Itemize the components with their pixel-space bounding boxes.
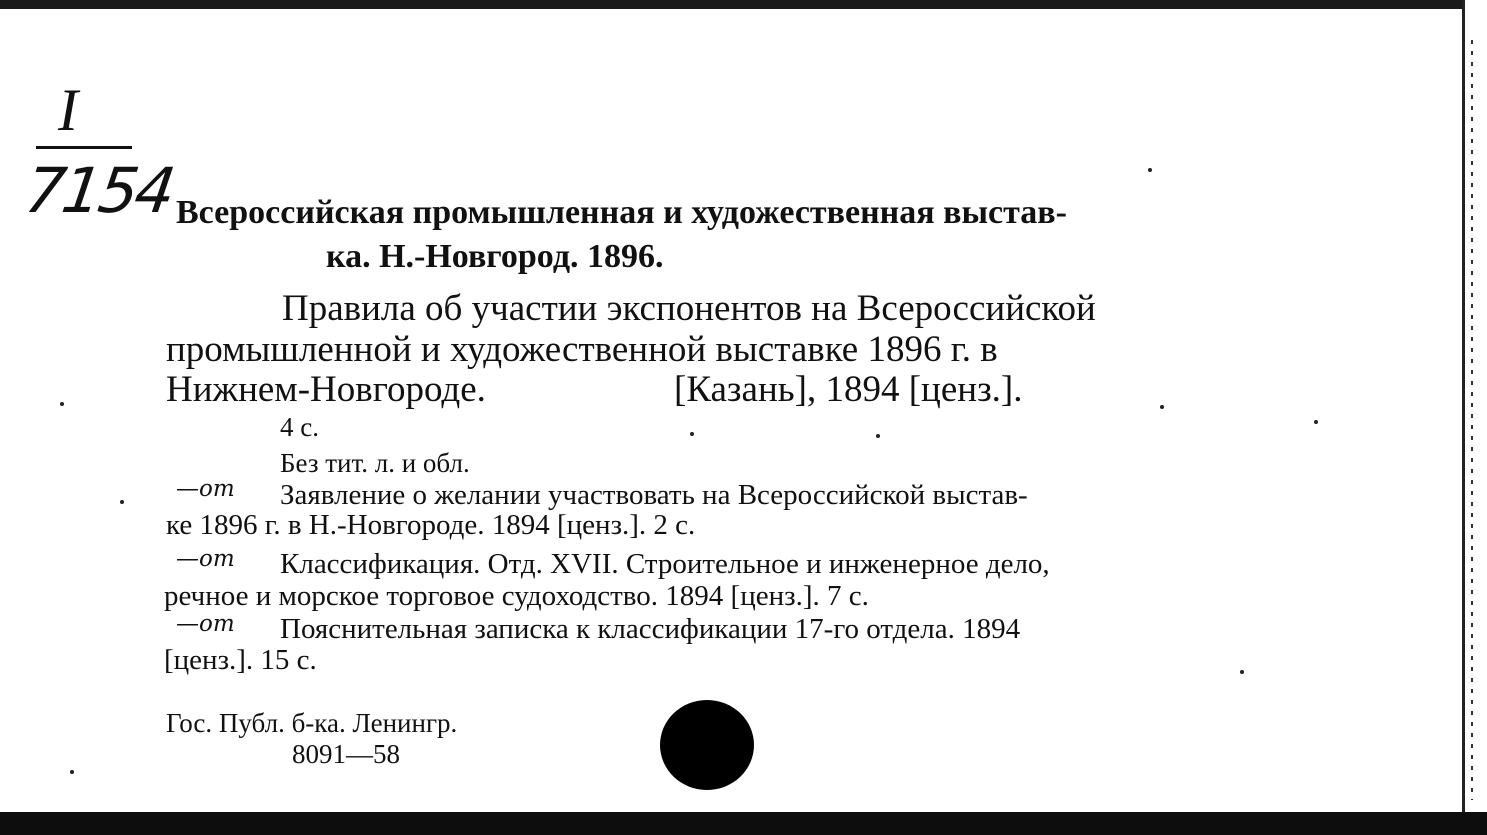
scan-speck	[1314, 420, 1318, 424]
shelfmark-number: 7154	[20, 154, 177, 227]
entry-2-mark: —от	[176, 546, 235, 572]
entry-1-mark: —от	[176, 476, 235, 502]
physical-note: Без тит. л. и обл.	[280, 448, 470, 478]
entry-1-line-2: ке 1896 г. в Н.-Новгороде. 1894 [ценз.]. 2 с.	[166, 509, 696, 541]
shelfmark-rule	[36, 146, 132, 149]
scan-speck	[60, 402, 64, 406]
scan-speck	[1148, 168, 1152, 172]
card-right-edge	[1462, 0, 1487, 835]
scan-speck	[690, 432, 694, 436]
title-line-1: Правила об участии экспонентов на Всероссийской	[282, 288, 1096, 329]
entry-1-line-1: Заявление о желании участвовать на Всероссийской выстав-	[280, 479, 1028, 511]
imprint: [Казань], 1894 [ценз.].	[674, 369, 1023, 410]
library-line: Гос. Публ. б-ка. Ленингр.	[166, 708, 458, 738]
heading-line-2: ка. Н.-Новгород. 1896.	[326, 238, 664, 275]
shelfmark-roman: I	[58, 77, 78, 143]
entry-3-line-1: Пояснительная записка к классификации 17-го отдела. 1894	[280, 613, 1021, 645]
entry-3-mark: —от	[176, 611, 235, 637]
catalog-code: 8091—58	[292, 739, 400, 769]
card-top-edge	[0, 0, 1487, 9]
scan-speck	[1160, 405, 1164, 409]
punch-hole	[660, 700, 754, 790]
entry-2-line-2: речное и морское торговое судоходство. 1894 [ценз.]. 7 с.	[164, 580, 869, 612]
scan-speck	[120, 500, 124, 504]
heading-line-1: Всероссийская промышленная и художественная выстав-	[176, 194, 1067, 231]
title-line-2: промышленной и художественной выставке 1896 г. в	[166, 329, 998, 370]
scan-speck	[1240, 670, 1244, 674]
card-bottom-edge	[0, 812, 1487, 835]
title-line-3: Нижнем-Новгороде.	[166, 369, 486, 410]
pagination: 4 с.	[280, 412, 319, 442]
entry-3-line-2: [ценз.]. 15 с.	[164, 644, 317, 676]
scan-speck	[70, 770, 74, 774]
entry-2-line-1: Классификация. Отд. XVII. Строительное и инженерное дело,	[280, 548, 1050, 580]
scan-speck	[876, 434, 880, 438]
